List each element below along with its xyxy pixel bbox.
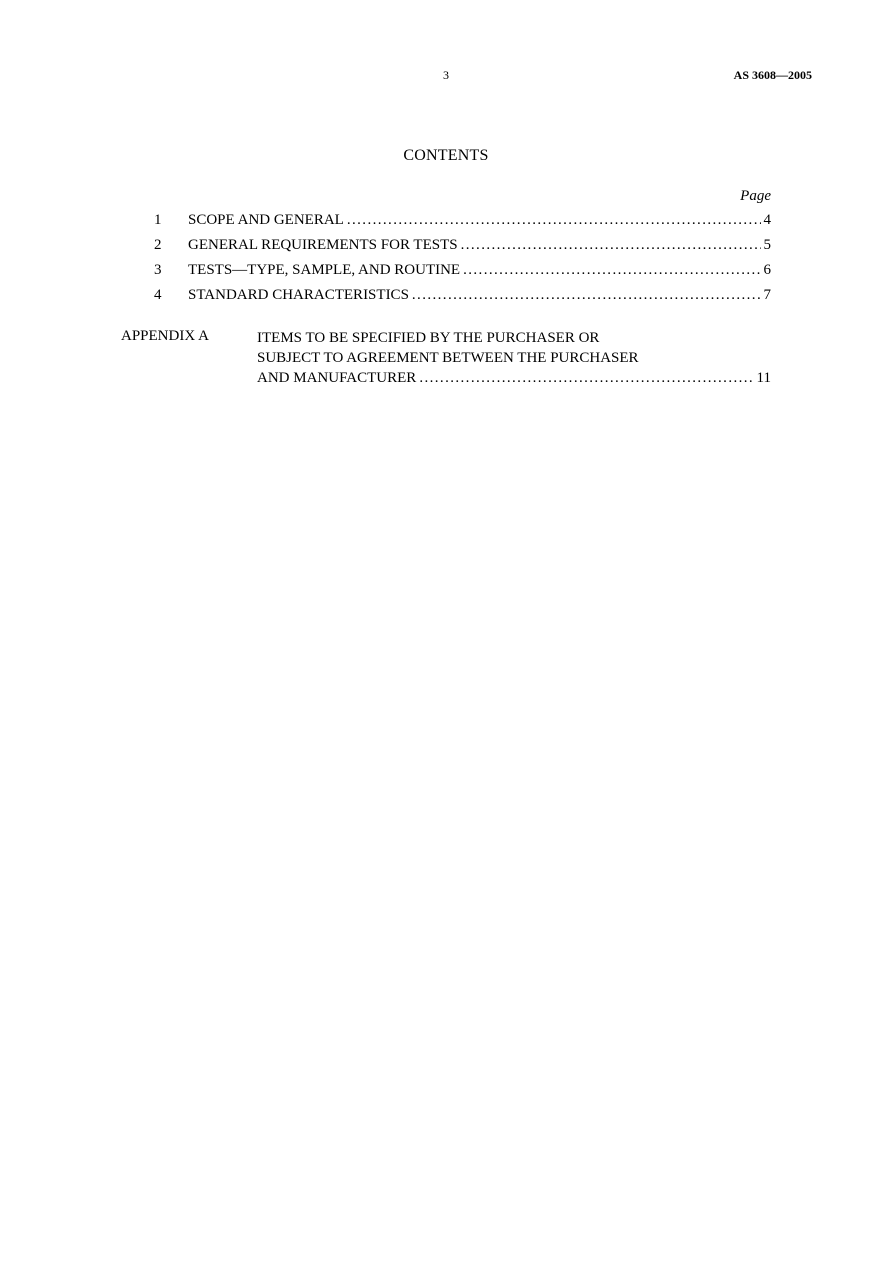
toc-entry-title: GENERAL REQUIREMENTS FOR TESTS — [188, 237, 458, 253]
toc-entry[interactable] — [150, 237, 771, 262]
toc-list — [150, 212, 771, 312]
appendix-title-last-line — [257, 368, 771, 388]
appendix-label: APPENDIX A — [121, 328, 209, 344]
toc-entry-number: 3 — [154, 262, 162, 278]
appendix-title-block — [257, 328, 771, 388]
page-column-label: Page — [740, 188, 771, 204]
page-number: 3 — [443, 68, 449, 82]
toc-leader-dots — [347, 212, 761, 229]
toc-leader-dots — [419, 368, 753, 388]
toc-entry-page: 5 — [763, 237, 771, 253]
toc-entry-page: 6 — [763, 262, 771, 278]
toc-entry[interactable] — [150, 262, 771, 287]
toc-entry-page: 4 — [763, 212, 771, 228]
toc-entry[interactable] — [150, 287, 771, 312]
appendix-title-line: SUBJECT TO AGREEMENT BETWEEN THE PURCHASER — [257, 350, 639, 366]
contents-title: CONTENTS — [403, 147, 489, 164]
toc-entry-number: 4 — [154, 287, 162, 303]
toc-entry-title: STANDARD CHARACTERISTICS — [188, 287, 409, 303]
appendix-title-line: AND MANUFACTURER — [257, 370, 417, 386]
document-code: AS 3608—2005 — [733, 68, 812, 82]
toc-entry-title: SCOPE AND GENERAL — [188, 212, 344, 228]
toc-entry-title: TESTS—TYPE, SAMPLE, AND ROUTINE — [188, 262, 461, 278]
toc-leader-dots — [463, 262, 760, 279]
toc-entry-number: 2 — [154, 237, 162, 253]
toc-leader-dots — [461, 237, 761, 254]
appendix-page: 11 — [756, 370, 771, 386]
toc-entry-page: 7 — [763, 287, 771, 303]
appendix-title-line: ITEMS TO BE SPECIFIED BY THE PURCHASER OR — [257, 330, 600, 346]
toc-entry[interactable] — [150, 212, 771, 237]
toc-leader-dots — [412, 287, 761, 304]
toc-entry-number: 1 — [154, 212, 162, 228]
